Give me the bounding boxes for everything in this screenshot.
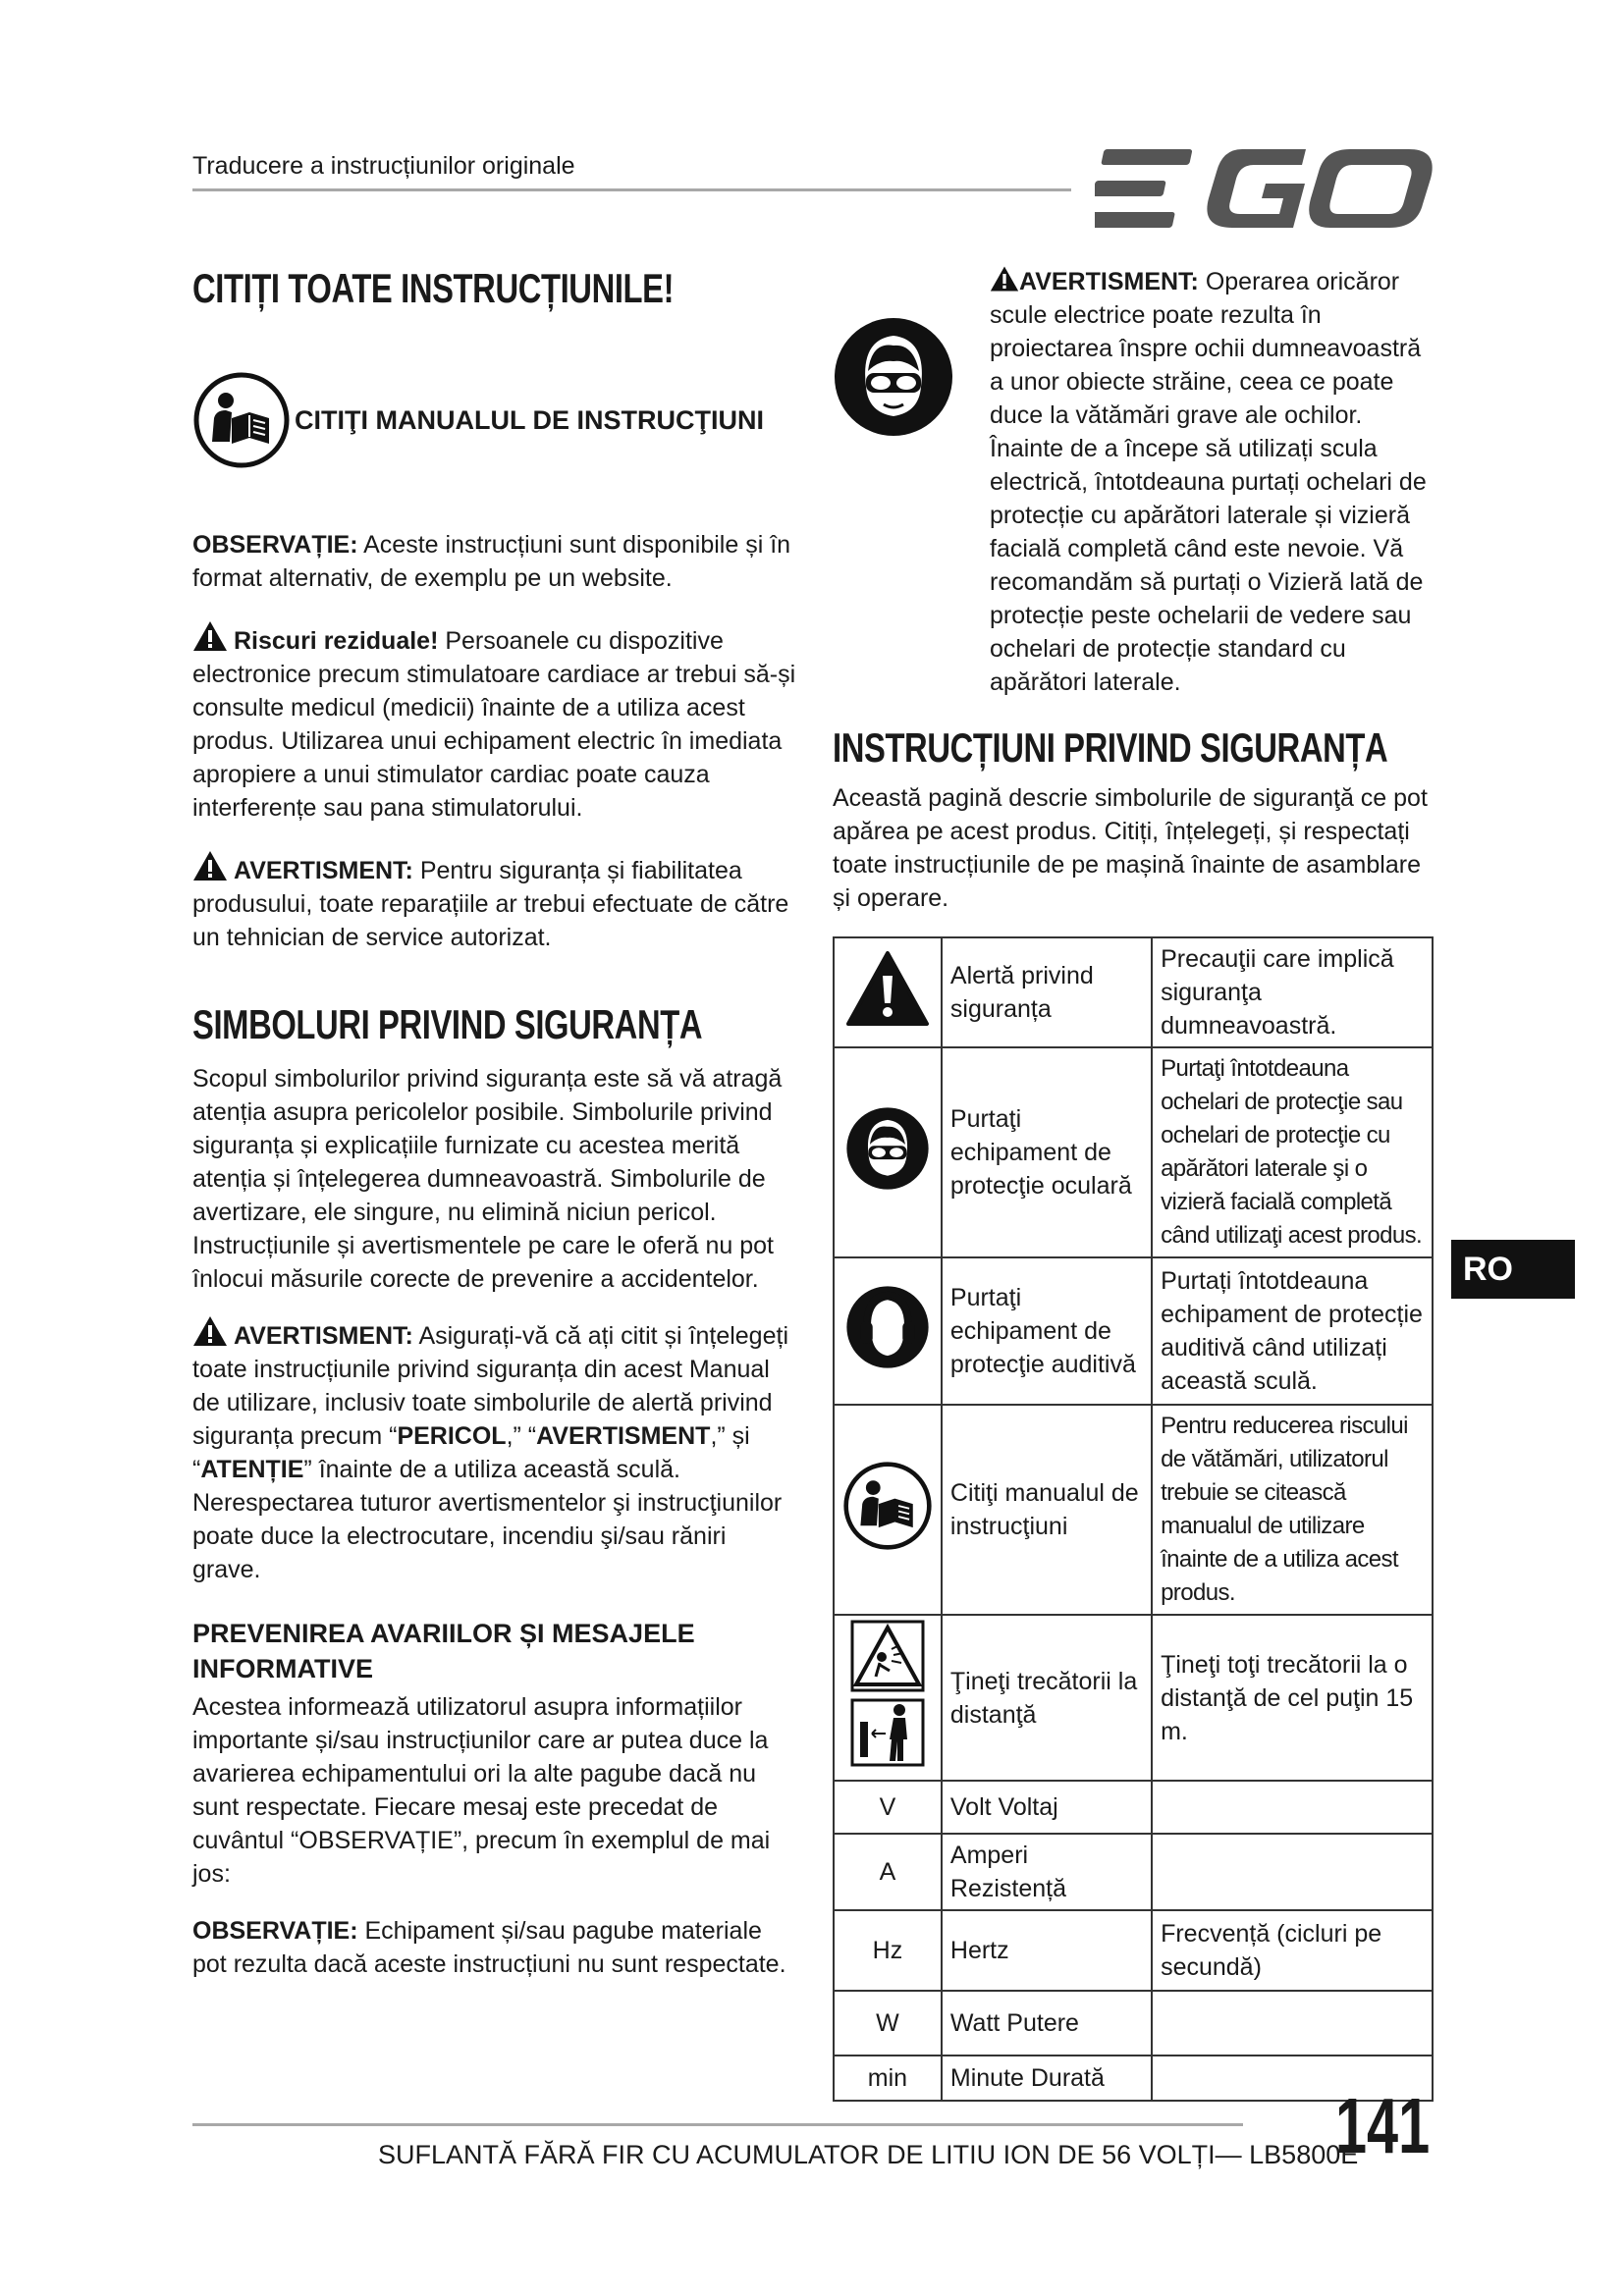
table-row [834,1834,1433,1910]
table-row [834,1257,1433,1405]
read-manual-icon [842,1461,933,1551]
safety-instructions-text: Această pagină descrie simbolurile de siguranţă ce pot apărea pe acest produs. Citiți, înțelegeți, și respectați toate instrucțiunile de pe mașină înainte de asamblare și operare. [833,784,1428,912]
symbol-description: Purtați întotdeauna echipament de protecție auditivă când utilizați această sculă. [1152,1257,1433,1405]
language-tab: RO [1451,1240,1575,1299]
symbol-name: Purtaţi echipament de protecţie auditivă [942,1257,1152,1405]
warning-label: AVERTISMENT: [234,1322,413,1350]
residual-text: Persoanele cu dispozitive electronice precum stimulatoare cardiace ar trebui să-și consulte medicul (medicii) înainte de a utiliza acest produs. Utilizarea unui echipament electric în imediata apropiere a unui stimulator cardiac poate cauza interferențe sau pana stimulatorului. [192,627,796,822]
warning-triangle-icon [192,1315,228,1347]
symbol-cell [834,1615,942,1781]
symbol-cell: Hz [834,1910,942,1991]
footer-product-title: SUFLANTĂ FĂRĂ FIR CU ACUMULATOR DE LITIU ION DE 56 VOLȚI— LB5800E [378,2140,1359,2169]
symbol-name: Amperi Rezistență [942,1834,1152,1910]
read-manual-icon [192,371,291,469]
symbol-description [1152,1991,1433,2056]
read-instructions-heading: CITIȚI TOATE INSTRUCȚIUNILE! [192,265,675,311]
damage-prevention-text: Acestea informează utilizatorul asupra informațiilor importante și/sau instrucțiunilor care ar putea duce la avarierea echipamentului ori la alte pagube dacă nu sunt respectate. Fiecare mesaj este precedat de cuvântul “OBSERVAȚIE”, precum în exemplul de mai jos: [192,1693,771,1888]
safety-goggles-icon [845,1106,930,1191]
warning-text-part: ,” și “ [192,1422,750,1483]
warning-text-part: Asigurați-vă că ați citit și înțelegeți toate instrucțiunile privind siguranța din acest Manual de utilizare, inclusiv toate simbolurile de alertă privind siguranța precum “ [192,1322,788,1450]
symbol-name: Minute Durată [942,2056,1152,2101]
table-row [834,1991,1433,2056]
safety-symbols-table [833,936,1434,2102]
warning-text: Operarea oricăror scule electrice poate rezulta în proiectarea înspre ochii dumneavoastră a unor obiecte străine, ceea ce poate duce la vătămări grave ale ochilor. Înainte de a începe să utilizați scula electrică, întotdeauna purtați ochelari de protecție cu apărători laterale și vizieră facială completă când este nevoie. Vă recomandăm să purtați o Vizieră lată de protecție peste ochelarii de vedere sau ochelari de protecție standard cu apărători laterale. [990,268,1427,696]
symbol-cell [834,937,942,1047]
safety-symbols-text: Scopul simbolurilor privind siguranța este să vă atragă atenția asupra pericolelor posibile. Simbolurile privind siguranța și explicațiile furnizate cu acestea merită atenția și înțelegerea dumneavoastră. Simbolurile de avertizare, ele singure, nu elimină niciun pericol. Instrucțiunile și avertismentele pe care le oferă nu pot înlocui măsurile corecte de prevenire a accidentelor. [192,1065,783,1293]
note-equipment-damage [192,1914,796,1981]
table-row [834,1781,1433,1834]
table-row [834,1405,1433,1615]
safety-instructions-heading: INSTRUCȚIUNI PRIVIND SIGURANȚA [833,724,1388,771]
symbol-name: Citiţi manualul de instrucţiuni [942,1405,1152,1615]
note-text: Echipament și/sau pagube materiale pot rezulta dacă aceste instrucțiuni nu sunt respectate. [192,1917,786,1978]
danger-word: PERICOL [397,1422,507,1450]
table-row [834,1910,1433,1991]
symbol-cell: min [834,2056,942,2101]
eye-protection-warning [833,265,1434,699]
note-alternative-format [192,528,796,595]
warning-text-part: ” înainte de a utiliza această sculă. Nerespectarea tuturor avertismentelor şi instrucţiunilor poate duce la electrocutare, incendiu şi/sau răniri grave. [192,1456,783,1583]
header-title: Traducere a instrucțiunilor originale [192,152,575,180]
warning-triangle-icon [192,620,228,652]
symbol-name: Ţineţi trecătorii la distanţă [942,1615,1152,1781]
residual-label: Riscuri reziduale! [234,627,439,655]
safety-goggles-icon [833,316,954,438]
symbol-description: Precauţii care implică siguranţa dumneavoastră. [1152,937,1433,1047]
symbol-cell: V [834,1781,942,1834]
symbol-description: Frecvență (cicluri pe secundă) [1152,1910,1433,1991]
read-manual-row [192,371,796,469]
warning-triangle-icon [990,265,1019,293]
warning-triangle-icon [845,950,930,1027]
note-label: OBSERVAȚIE: [192,531,358,559]
caution-word: ATENȚIE [200,1456,304,1483]
right-column [833,265,1434,2102]
table-row [834,1615,1433,1781]
keep-bystanders-away-icon [850,1620,925,1767]
damage-prevention-heading: PREVENIREA AVARIILOR ȘI MESAJELE INFORMATIVE [192,1619,695,1683]
left-column [192,265,796,1981]
table-row [834,937,1433,1047]
symbol-description: Purtaţi întotdeauna ochelari de protecţie sau ochelari de protecţie cu apărători laterale şi o vizieră facială completă când utilizaţi acest produs. [1152,1047,1433,1257]
symbol-cell [834,1047,942,1257]
warning-word: AVERTISMENT [536,1422,711,1450]
ear-protection-icon [845,1285,930,1369]
symbol-cell: A [834,1834,942,1910]
warning-label: AVERTISMENT: [234,857,413,884]
symbol-description [1152,1834,1433,1910]
warning-text: Pentru siguranța și fiabilitatea produsului, toate reparațiile ar trebui efectuate de către un tehnician de service autorizat. [192,857,789,951]
warning-label: AVERTISMENT: [1019,268,1199,295]
symbol-description: Pentru reducerea riscului de vătămări, utilizatorul trebuie se citească manualul de utilizare înainte de a utiliza acest produs. [1152,1405,1433,1615]
warning-triangle-icon [192,850,228,881]
symbol-name: Hertz [942,1910,1152,1991]
eye-protection-text [990,265,1434,699]
symbol-name: Watt Putere [942,1991,1152,2056]
symbol-cell: W [834,1991,942,2056]
ego-logo [1095,147,1434,231]
header-divider [192,188,1071,191]
symbol-name: Alertă privind siguranța [942,937,1152,1047]
warning-text-part: ,” “ [506,1422,537,1450]
symbol-name: Purtaţi echipament de protecţie oculară [942,1047,1152,1257]
symbol-cell [834,1257,942,1405]
symbol-description: Ţineţi toţi trecătorii la o distanţă de cel puţin 15 m. [1152,1615,1433,1781]
note-label: OBSERVAȚIE: [192,1917,358,1945]
symbol-cell [834,1405,942,1615]
safety-symbols-heading: SIMBOLURI PRIVIND SIGURANȚA [192,1001,703,1047]
symbol-description [1152,1781,1433,1834]
residual-risks-paragraph [192,620,796,825]
warning-read-all-paragraph [192,1315,796,1586]
symbol-name: Volt Voltaj [942,1781,1152,1834]
read-manual-label: CITIŢI MANUALUL DE INSTRUCŢIUNI [295,404,764,435]
table-row [834,1047,1433,1257]
page-number: 141 [1335,2082,1431,2169]
note-text: Aceste instrucțiuni sunt disponibile și în format alternativ, de exemplu pe un website. [192,531,791,592]
footer-divider [192,2123,1243,2126]
warning-repairs-paragraph [192,850,796,954]
